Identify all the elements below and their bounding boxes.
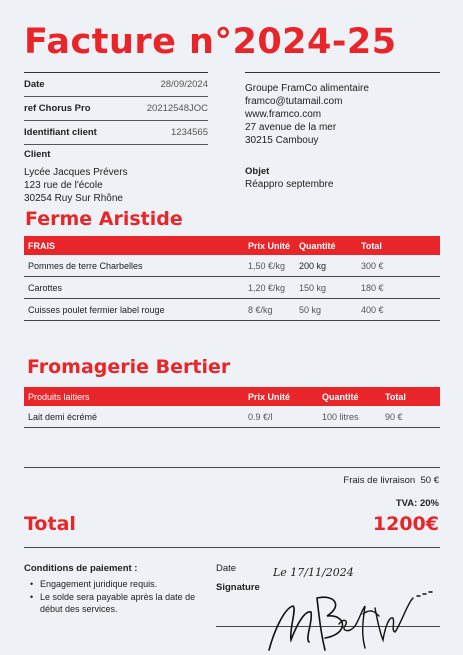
condition-item: • Engagement juridique requis. <box>30 578 200 590</box>
client-info <box>24 166 128 205</box>
client-address: 123 rue de l'école <box>24 180 103 191</box>
conditions-list <box>30 578 200 616</box>
row-price: 8 €/kg <box>248 304 273 315</box>
header-qty: Quantité <box>299 240 336 251</box>
footer-divider <box>24 547 440 548</box>
row-qty: 200 kg <box>299 260 327 271</box>
meta-label: Date <box>24 79 45 90</box>
signature-label: Signature <box>216 582 260 593</box>
client-label: Client <box>24 149 51 160</box>
meta-value: 28/09/2024 <box>160 79 208 90</box>
section-title-ferme: Ferme Aristide <box>25 208 183 230</box>
meta-row-date <box>24 73 208 97</box>
table-header <box>24 236 440 255</box>
objet-label: Objet <box>245 166 270 177</box>
table-fromagerie <box>24 387 440 428</box>
client-city: 30254 Ruy Sur Rhône <box>24 193 123 204</box>
row-qty: 50 kg <box>299 304 322 315</box>
condition-item: • Le solde sera payable après la date de début des services. <box>30 591 200 615</box>
row-total: 90 € <box>385 411 403 422</box>
header-price: Prix Unité <box>248 240 291 251</box>
company-info <box>245 72 440 147</box>
total-value: 1200€ <box>372 513 439 535</box>
row-qty: 150 kg <box>299 282 327 293</box>
meta-row-client-id <box>24 121 208 145</box>
section-title-fromagerie: Fromagerie Bertier <box>27 356 231 378</box>
client-name: Lycée Jacques Prévers <box>24 167 128 178</box>
company-email: framco@tutamail.com <box>245 96 343 107</box>
meta-value: 1234565 <box>171 127 208 138</box>
meta-value: 20212548JOC <box>146 103 208 114</box>
meta-label: ref Chorus Pro <box>24 103 91 114</box>
invoice-title: Facture n°2024-25 <box>24 22 397 62</box>
invoice-meta-table <box>24 72 208 145</box>
handwritten-signature <box>265 568 440 655</box>
date-label: Date <box>216 563 237 574</box>
row-item: Cuisses poulet fermier label rouge <box>28 304 165 315</box>
objet-value: Réappro septembre <box>245 179 334 190</box>
header-item: Produits laitiers <box>28 391 90 402</box>
tva-rate: TVA: 20% <box>395 498 439 509</box>
row-qty: 100 litres <box>322 411 359 422</box>
row-total: 180 € <box>361 282 384 293</box>
company-address: 27 avenue de la mer <box>245 122 337 133</box>
row-price: 1,50 €/kg <box>248 260 286 271</box>
header-qty: Quantité <box>322 391 359 402</box>
company-name: Groupe FramCo alimentaire <box>245 83 369 94</box>
header-total: Total <box>385 391 406 402</box>
handwritten-date: Le 17/11/2024 <box>273 566 354 579</box>
header-total: Total <box>361 240 382 251</box>
table-row <box>24 277 440 299</box>
header-price: Prix Unité <box>248 391 291 402</box>
meta-label: Identifiant client <box>24 127 97 138</box>
summary-divider <box>24 467 440 468</box>
table-ferme <box>24 236 440 321</box>
meta-row-chorus <box>24 97 208 121</box>
delivery-fee <box>343 475 439 486</box>
row-item: Carottes <box>28 282 63 293</box>
table-row <box>24 299 440 321</box>
conditions-title: Conditions de paiement : <box>24 563 138 574</box>
row-total: 300 € <box>361 260 384 271</box>
row-price: 0.9 €/l <box>248 411 273 422</box>
company-website: www.framco.com <box>245 109 322 120</box>
company-city: 30215 Cambouy <box>245 135 319 146</box>
delivery-fee-value: 50 € <box>420 475 439 486</box>
delivery-fee-label: Frais de livraison <box>343 475 416 486</box>
table-header <box>24 387 440 406</box>
table-row <box>24 255 440 277</box>
header-item: FRAIS <box>28 240 55 251</box>
row-total: 400 € <box>361 304 384 315</box>
table-row <box>24 406 440 428</box>
row-item: Lait demi écrémé <box>28 411 98 422</box>
row-item: Pommes de terre Charbelles <box>28 260 143 271</box>
row-price: 1,20 €/kg <box>248 282 286 293</box>
total-label: Total <box>24 513 76 535</box>
